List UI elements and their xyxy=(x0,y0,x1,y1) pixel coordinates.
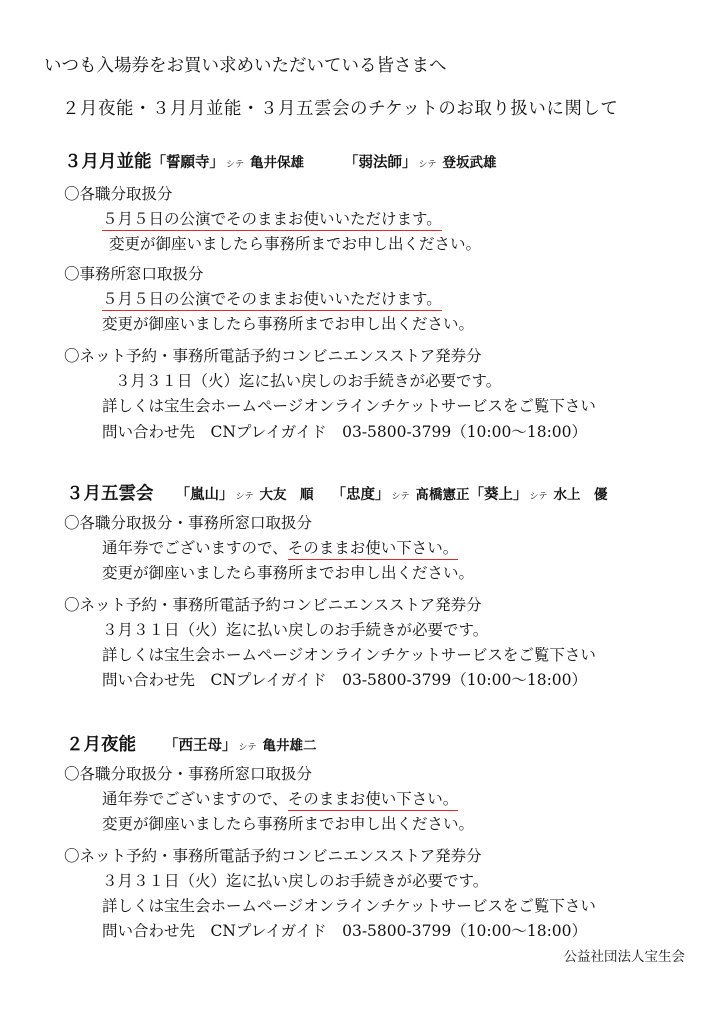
notice-text: 通年券でございますので、 xyxy=(102,790,288,808)
shite-label: シテ xyxy=(235,492,254,502)
shite-label: シテ xyxy=(226,160,245,170)
shite-label: シテ xyxy=(391,492,410,502)
category-heading: 〇各職分取扱分 xyxy=(64,185,173,203)
notice-line: 詳しくは宝生会ホームページオンラインチケットサービスをご覧下さい xyxy=(102,646,596,664)
category-heading: 〇ネット予約・事務所電話予約コンビニエンスストア発券分 xyxy=(64,847,482,865)
organization-name: 公益社団法人宝生会 xyxy=(563,949,685,965)
shite-actor: 亀井保雄 xyxy=(250,155,305,171)
shite-label: シテ xyxy=(238,743,257,753)
section-name: ２月夜能 xyxy=(66,735,136,755)
highlighted-text: ５月５日の公演でそのままお使いいただけます。 xyxy=(102,290,442,311)
highlighted-text: そのままお使い下さい。 xyxy=(288,790,459,811)
category-heading: 〇ネット予約・事務所電話予約コンビニエンスストア発券分 xyxy=(64,596,482,614)
shite-actor: 髙橋憲正 xyxy=(415,487,470,503)
shite-actor: 亀井雄二 xyxy=(262,738,317,754)
section-name: ３月五雲会 xyxy=(66,484,154,504)
section-title-march-tsukinami xyxy=(64,154,497,172)
section-name: ３月月並能 xyxy=(64,152,152,172)
notice-line: 変更が御座いましたら事務所までお申し出ください。 xyxy=(102,564,475,582)
notice-line xyxy=(102,792,458,808)
notice-line xyxy=(102,541,458,557)
shite-actor: 登坂武雄 xyxy=(442,155,497,171)
section-title-february-yono xyxy=(66,737,317,755)
notice-line: ３月３１日（火）迄に払い戻しのお手続きが必要です。 xyxy=(102,872,489,890)
play-title: 「葵上」 xyxy=(469,487,528,503)
notice-line: 詳しくは宝生会ホームページオンラインチケットサービスをご覧下さい xyxy=(102,897,596,915)
notice-line xyxy=(102,292,442,308)
play-title: 「嵐山」 xyxy=(175,487,234,503)
notice-line xyxy=(102,212,442,228)
greeting: いつも入場券をお買い求めいただいている皆さまへ xyxy=(44,56,447,76)
notice-line: 変更が御座いましたら事務所までお申し出ください。 xyxy=(102,315,475,333)
notice-line: 変更が御座いましたら事務所までお申し出ください。 xyxy=(102,815,475,833)
notice-subject: ２月夜能・３月月並能・３月五雲会のチケットのお取り扱いに関して xyxy=(62,99,619,119)
play-title: 「誓願寺」 xyxy=(151,155,224,171)
category-heading: 〇各職分取扱分・事務所窓口取扱分 xyxy=(64,514,313,532)
highlighted-text: ５月５日の公演でそのままお使いいただけます。 xyxy=(102,210,442,231)
section-title-march-goun xyxy=(66,486,608,504)
contact-line: 問い合わせ先 CNプレイガイド 03-5800-3799（10:00～18:00） xyxy=(102,423,588,441)
highlighted-text: そのままお使い下さい。 xyxy=(288,539,459,560)
notice-line: 変更が御座いましたら事務所までお申し出ください。 xyxy=(109,235,482,253)
play-title: 「弱法師」 xyxy=(344,155,417,171)
category-heading: 〇事務所窓口取扱分 xyxy=(64,265,204,283)
shite-actor: 水上 優 xyxy=(553,487,608,503)
contact-line: 問い合わせ先 CNプレイガイド 03-5800-3799（10:00～18:00） xyxy=(102,922,588,940)
notice-text: 通年券でございますので、 xyxy=(102,539,288,557)
play-title: 「忠度」 xyxy=(331,487,390,503)
contact-line: 問い合わせ先 CNプレイガイド 03-5800-3799（10:00～18:00） xyxy=(102,671,588,689)
notice-line: 詳しくは宝生会ホームページオンラインチケットサービスをご覧下さい xyxy=(102,397,596,415)
play-title: 「西王母」 xyxy=(164,738,237,754)
shite-actor: 大友 順 xyxy=(259,487,314,503)
notice-line: ３月３１日（火）迄に払い戻しのお手続きが必要です。 xyxy=(115,372,502,390)
notice-line: ３月３１日（火）迄に払い戻しのお手続きが必要です。 xyxy=(102,621,489,639)
category-heading: 〇各職分取扱分・事務所窓口取扱分 xyxy=(64,765,313,783)
shite-label: シテ xyxy=(418,160,437,170)
category-heading: 〇ネット予約・事務所電話予約コンビニエンスストア発券分 xyxy=(64,347,482,365)
shite-label: シテ xyxy=(529,492,548,502)
